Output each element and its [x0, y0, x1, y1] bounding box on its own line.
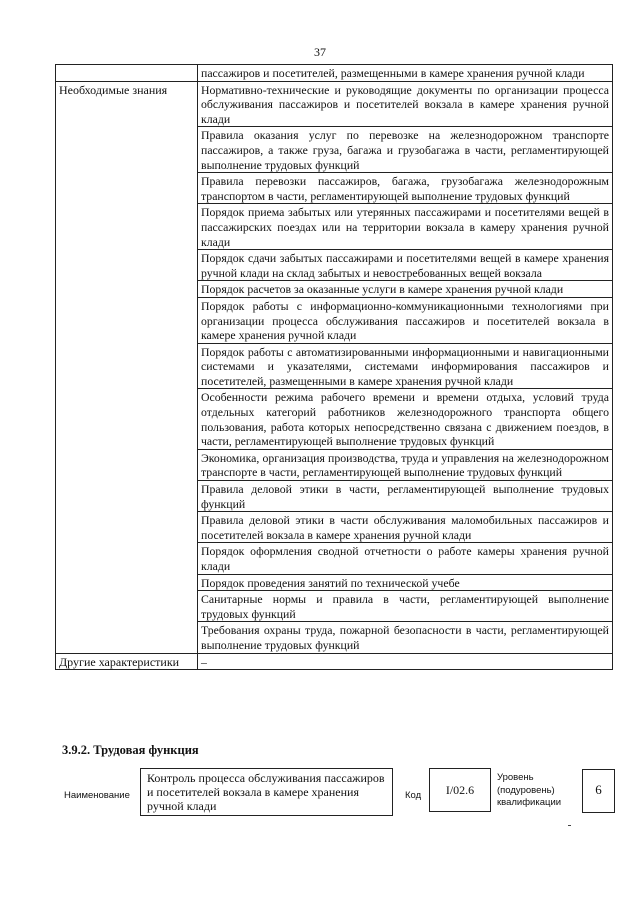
- section-title: 3.9.2. Трудовая функция: [62, 743, 199, 757]
- knowledge-item: Порядок проведения занятий по технической учебе: [198, 574, 613, 591]
- knowledge-item: Правила деловой этики в части, регламентирующей выполнение трудовых функций: [198, 481, 613, 512]
- other-characteristics-value: –: [198, 653, 613, 670]
- qualification-level-label: Уровень (подуровень) квалификации: [497, 772, 562, 808]
- table-row: [56, 653, 613, 670]
- page-number: 37: [314, 45, 326, 59]
- empty-label-cell: [56, 65, 198, 82]
- knowledge-item: Особенности режима рабочего времени и времени отдыха, условий труда отдельных категорий работников железнодорожного транспорта общего пользования, работа которых непосредственно связана с движением поездов, в части, регламентирующей выполнение трудовых функций: [198, 389, 613, 449]
- name-label: Наименование: [64, 790, 130, 801]
- knowledge-item: Санитарные нормы и правила в части, регламентирующей выполнение трудовых функций: [198, 591, 613, 622]
- knowledge-item: Порядок работы с автоматизированными информационными и навигационными системами и указателями, системами информирования пассажиров и посетителей, размещенными в камере хранения ручной клади: [198, 343, 613, 389]
- stray-mark: [568, 825, 571, 826]
- code-box: I/02.6: [429, 768, 491, 812]
- knowledge-item: Порядок сдачи забытых пассажирами и посетителями вещей в камере хранения ручной клади на склад забытых и невостребованных вещей вокзала: [198, 250, 613, 281]
- knowledge-item: Порядок приема забытых или утерянных пассажирами и посетителями вещей в пассажирских поездах или на территории вокзала в камеру хранения ручной клади: [198, 204, 613, 250]
- knowledge-item: Правила деловой этики в части обслуживания маломобильных пассажиров и посетителей вокзала в камере хранения ручной клади: [198, 512, 613, 543]
- knowledge-item: Порядок расчетов за оказанные услуги в камере хранения ручной клади: [198, 281, 613, 298]
- continuation-cell: пассажиров и посетителей, размещенными в камере хранения ручной клади: [198, 65, 613, 82]
- function-name-box: Контроль процесса обслуживания пассажиров и посетителей вокзала в камере хранения ручной клади: [140, 768, 393, 816]
- knowledge-item: Правила оказания услуг по перевозке на железнодорожном транспорте пассажиров, а также груза, багажа и грузобагажа в части, регламентирующей выполнение трудовых функций: [198, 127, 613, 173]
- table-row: [56, 81, 613, 127]
- knowledge-item: Порядок работы с информационно-коммуникационными технологиями при организации процесса обслуживания пассажиров и посетителей вокзала в камере хранения ручной клади: [198, 297, 613, 343]
- knowledge-item: Порядок оформления сводной отчетности о работе камеры хранения ручной клади: [198, 543, 613, 574]
- knowledge-table: [55, 64, 613, 670]
- table-row: [56, 65, 613, 82]
- other-characteristics-label: Другие характеристики: [56, 653, 198, 670]
- knowledge-item: Правила перевозки пассажиров, багажа, грузобагажа железнодорожным транспортом в части, регламентирующей выполнение трудовых функций: [198, 173, 613, 204]
- code-label: Код: [405, 790, 422, 801]
- qualification-level-box: 6: [582, 769, 615, 813]
- knowledge-item: Экономика, организация производства, труда и управления на железнодорожном транспорте в части, регламентирующей выполнение трудовых функций: [198, 449, 613, 480]
- knowledge-item: Нормативно-технические и руководящие документы по организации процесса обслуживания пассажиров и посетителей вокзала в камере хранения ручной клади: [198, 81, 613, 127]
- knowledge-label: Необходимые знания: [56, 81, 198, 653]
- knowledge-item: Требования охраны труда, пожарной безопасности в части, регламентирующей выполнение трудовых функций: [198, 622, 613, 653]
